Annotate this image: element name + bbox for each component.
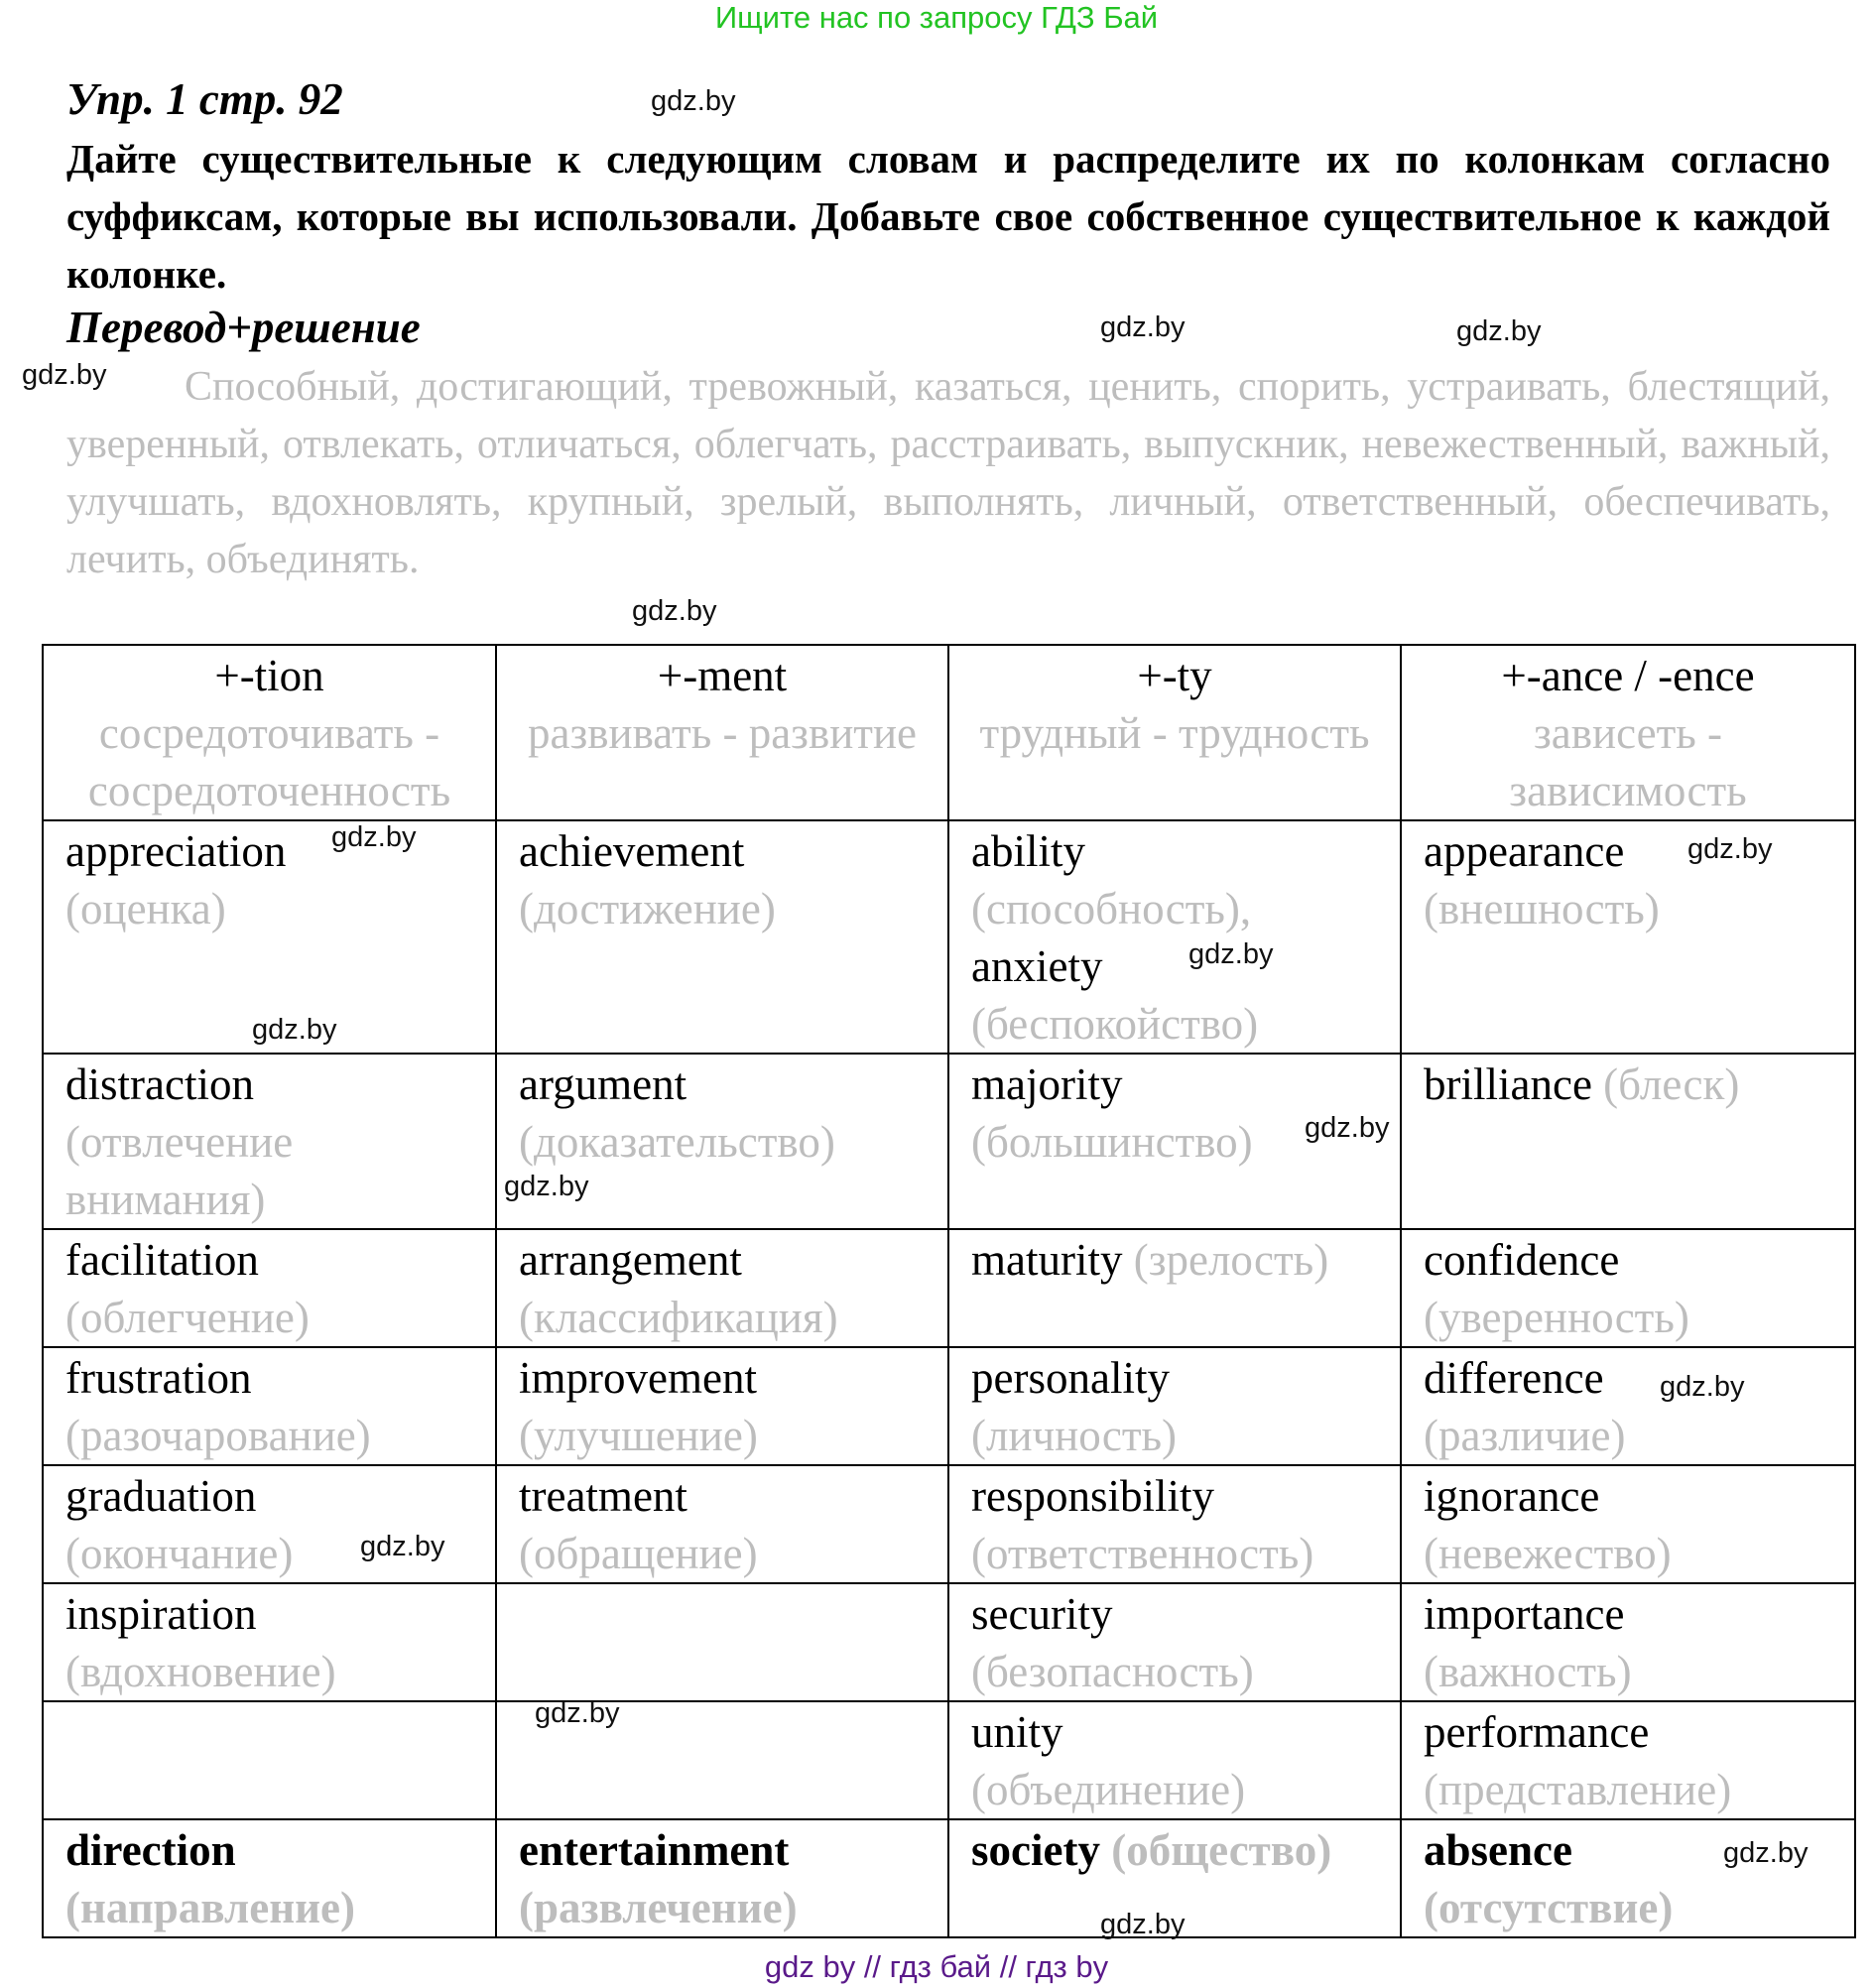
table-cell <box>43 1701 496 1819</box>
watermark: gdz.by <box>651 85 736 117</box>
watermark: gdz.by <box>504 1171 589 1202</box>
watermark: gdz.by <box>1687 833 1773 865</box>
english-noun: majority <box>971 1059 1123 1109</box>
english-noun: responsibility <box>971 1471 1214 1521</box>
russian-translation: (различие) <box>1424 1411 1626 1460</box>
column-suffix: +-tion <box>214 651 324 700</box>
watermark: gdz.by <box>1660 1371 1745 1403</box>
english-noun: frustration <box>65 1353 252 1403</box>
column-suffix: +-ment <box>657 651 788 700</box>
english-noun: difference <box>1424 1353 1604 1403</box>
english-noun: improvement <box>519 1353 757 1403</box>
watermark: gdz.by <box>360 1531 445 1562</box>
watermark: gdz.by <box>1305 1112 1390 1144</box>
table-cell <box>1401 1229 1855 1347</box>
russian-translation: (внешность) <box>1424 884 1660 933</box>
word-list: Способный, достигающий, тревожный, казаться, ценить, спорить, устраивать, блестящий, уверенный, отвлекать, отличаться, облегчать, расстраивать, выпускник, невежественный, важный, улучшать, вдохновлять, крупный, зрелый, выполнять, личный, ответственный, обеспечивать, лечить, объединять. <box>66 364 1830 582</box>
russian-translation: (общество) <box>1111 1825 1332 1875</box>
watermark: gdz.by <box>331 821 417 853</box>
table-cell <box>496 820 948 1054</box>
table-cell <box>1401 1583 1855 1701</box>
watermark: gdz.by <box>1456 315 1542 347</box>
english-noun: facilitation <box>65 1235 259 1285</box>
english-noun: brilliance <box>1424 1059 1592 1109</box>
exercise-title: Упр. 1 стр. 92 <box>66 74 343 124</box>
watermark: gdz.by <box>252 1014 337 1046</box>
table-cell <box>948 1465 1401 1583</box>
russian-translation: (вдохновение) <box>65 1647 336 1696</box>
russian-translation: (личность) <box>971 1411 1178 1460</box>
russian-translation: (способность), <box>971 884 1252 933</box>
table-cell <box>43 1583 496 1701</box>
subtitle: Перевод+решение <box>66 303 421 352</box>
table-cell <box>43 1347 496 1465</box>
russian-translation: (достижение) <box>519 884 776 933</box>
english-noun: personality <box>971 1353 1170 1403</box>
table-cell <box>948 820 1401 1054</box>
english-noun: importance <box>1424 1589 1625 1639</box>
russian-translation: (большинство) <box>971 1117 1253 1167</box>
russian-translation: (разочарование) <box>65 1411 371 1460</box>
suffix-table <box>42 644 1856 1938</box>
russian-translation: (классификация) <box>519 1293 838 1342</box>
russian-translation: (уверенность) <box>1424 1293 1689 1342</box>
english-noun: argument <box>519 1059 687 1109</box>
english-noun: inspiration <box>65 1589 257 1639</box>
russian-translation: (зрелость) <box>1133 1235 1329 1285</box>
watermark: gdz.by <box>1723 1837 1809 1869</box>
table-cell <box>43 1465 496 1583</box>
table-row <box>43 1583 1855 1701</box>
watermark: gdz.by <box>535 1697 620 1729</box>
russian-translation: (обращение) <box>519 1529 758 1578</box>
table-cell <box>1401 1347 1855 1465</box>
column-header <box>948 645 1401 820</box>
watermark: gdz.by <box>632 595 717 627</box>
table-cell <box>948 1701 1401 1819</box>
table-row <box>43 1347 1855 1465</box>
english-noun: distraction <box>65 1059 254 1109</box>
english-noun: society <box>971 1825 1100 1875</box>
table-cell <box>496 1054 948 1229</box>
english-noun: security <box>971 1589 1113 1639</box>
table-row <box>43 1701 1855 1819</box>
table-cell <box>496 1819 948 1937</box>
english-noun: direction <box>65 1825 236 1875</box>
column-example: зависеть - зависимость <box>1509 708 1747 815</box>
table-cell <box>43 1819 496 1937</box>
russian-translation: (улучшение) <box>519 1411 758 1460</box>
russian-translation: (оценка) <box>65 884 226 933</box>
english-noun: treatment <box>519 1471 687 1521</box>
table-cell <box>1401 820 1855 1054</box>
table-cell <box>496 1229 948 1347</box>
russian-translation: (представление) <box>1424 1765 1732 1814</box>
russian-translation: (ответственность) <box>971 1529 1314 1578</box>
table-cell <box>948 1347 1401 1465</box>
table-cell <box>43 1054 496 1229</box>
russian-translation: (невежество) <box>1424 1529 1672 1578</box>
russian-translation: (безопасность) <box>971 1647 1254 1696</box>
english-noun: absence <box>1424 1825 1572 1875</box>
english-noun: confidence <box>1424 1235 1620 1285</box>
search-banner: Ищите нас по запросу ГДЗ Бай <box>714 0 1159 35</box>
english-noun: anxiety <box>971 941 1103 991</box>
table-row <box>43 1465 1855 1583</box>
english-noun: ability <box>971 826 1085 876</box>
table-cell <box>43 1229 496 1347</box>
russian-translation: (отвлечение внимания) <box>65 1117 294 1224</box>
english-noun: maturity <box>971 1235 1123 1285</box>
russian-translation: (облегчение) <box>65 1293 310 1342</box>
table-cell <box>1401 1465 1855 1583</box>
russian-translation: (доказательство) <box>519 1117 835 1167</box>
column-example: сосредоточивать - сосредоточенность <box>87 708 451 815</box>
column-example: трудный - трудность <box>979 708 1370 758</box>
russian-translation: (беспокойство) <box>971 999 1259 1049</box>
english-noun: arrangement <box>519 1235 742 1285</box>
table-cell <box>496 1347 948 1465</box>
russian-translation: (развлечение) <box>519 1883 798 1932</box>
english-noun: achievement <box>519 826 745 876</box>
table-row <box>43 1054 1855 1229</box>
table-cell <box>1401 1701 1855 1819</box>
table-row <box>43 1819 1855 1937</box>
russian-translation: (важность) <box>1424 1647 1632 1696</box>
column-suffix: +-ty <box>1137 651 1212 700</box>
table-cell <box>496 1465 948 1583</box>
column-header <box>43 645 496 820</box>
russian-translation: (блеск) <box>1603 1059 1740 1109</box>
table-row <box>43 1229 1855 1347</box>
column-header <box>496 645 948 820</box>
column-example: развивать - развитие <box>527 708 917 758</box>
table-cell <box>948 1583 1401 1701</box>
english-noun: entertainment <box>519 1825 790 1875</box>
english-noun: graduation <box>65 1471 257 1521</box>
english-noun: appearance <box>1424 826 1625 876</box>
english-noun: unity <box>971 1707 1063 1757</box>
footer-links[interactable]: gdz by // гдз бай // гдз by <box>764 1949 1109 1984</box>
table-cell <box>948 1229 1401 1347</box>
column-header <box>1401 645 1855 820</box>
watermark: gdz.by <box>1188 938 1274 970</box>
column-suffix: +-ance / -ence <box>1501 651 1755 700</box>
watermark: gdz.by <box>1100 1909 1186 1940</box>
watermark: gdz.by <box>22 359 107 391</box>
watermark: gdz.by <box>1100 311 1186 343</box>
english-noun: ignorance <box>1424 1471 1600 1521</box>
russian-translation: (объединение) <box>971 1765 1246 1814</box>
russian-translation: (отсутствие) <box>1424 1883 1674 1932</box>
table-cell <box>496 1583 948 1701</box>
russian-translation: (окончание) <box>65 1529 294 1578</box>
table-header-row <box>43 645 1855 820</box>
russian-translation: (направление) <box>65 1883 356 1932</box>
instruction-text: Дайте существительные к следующим словам и распределите их по колонкам согласно суффиксам, которые вы использовали. Добавьте свое собственное существительное к каждой колонке. <box>66 136 1830 297</box>
table-cell <box>1401 1054 1855 1229</box>
english-noun: performance <box>1424 1707 1650 1757</box>
english-noun: appreciation <box>65 826 287 876</box>
